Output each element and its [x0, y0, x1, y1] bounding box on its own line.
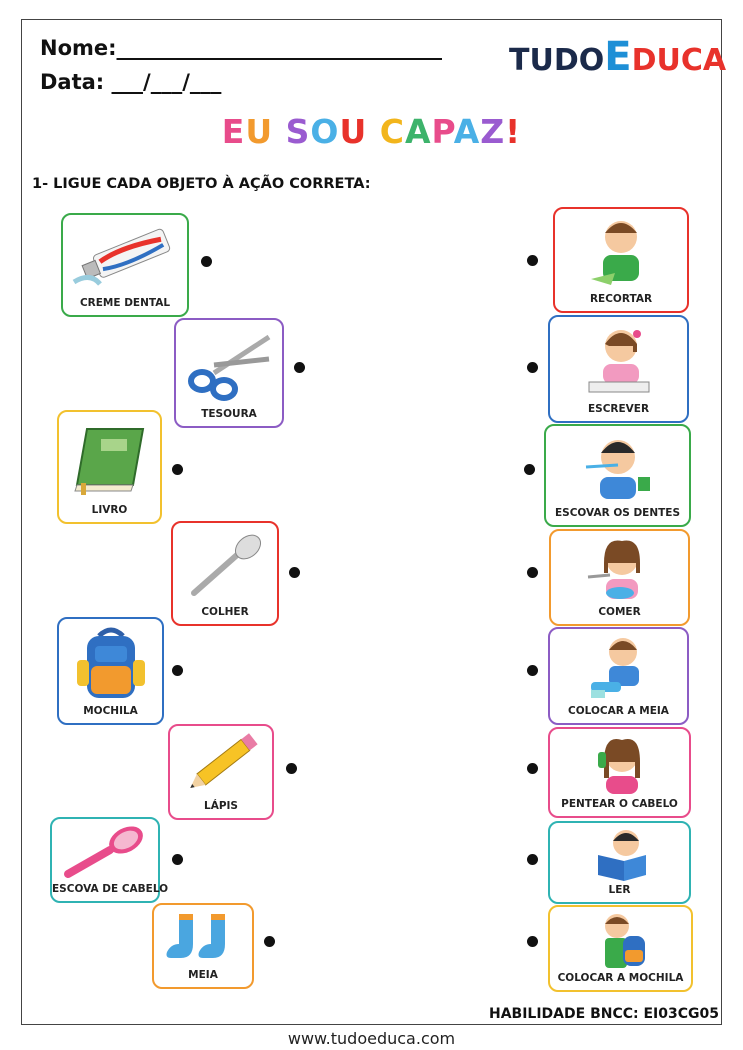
- title-letter: [367, 112, 380, 151]
- title-letter: A: [404, 112, 432, 151]
- title-letter: U: [245, 112, 274, 151]
- child-eating-icon: [551, 537, 688, 602]
- title-letter: S: [285, 112, 311, 151]
- card-label: ESCOVAR OS DENTES: [554, 507, 681, 519]
- card-label: LER: [608, 884, 631, 896]
- title-letter: P: [431, 112, 454, 151]
- book-icon: [59, 418, 160, 500]
- title-letter: O: [310, 112, 340, 151]
- bncc-skill-code: HABILIDADE BNCC: EI03CG05: [489, 1006, 719, 1022]
- pencil-icon: [170, 732, 272, 796]
- child-cutting-icon: [555, 215, 687, 289]
- card-label: TESOURA: [201, 408, 257, 420]
- title-letter: Z: [480, 112, 506, 151]
- name-line[interactable]: Nome:_______________________________: [40, 36, 443, 60]
- title-letter: !: [505, 112, 522, 151]
- dot-object-4[interactable]: [289, 567, 300, 578]
- dot-object-2[interactable]: [294, 362, 305, 373]
- dot-action-3[interactable]: [524, 464, 535, 475]
- card-label: CREME DENTAL: [79, 297, 171, 309]
- title-letter: E: [221, 112, 246, 151]
- website-link[interactable]: www.tudoeduca.com: [287, 1029, 456, 1048]
- child-backpack-icon: [550, 913, 691, 968]
- worksheet-title: [0, 112, 743, 151]
- dot-object-3[interactable]: [172, 464, 183, 475]
- dot-action-7[interactable]: [527, 854, 538, 865]
- child-brushing-teeth-icon: [546, 432, 689, 503]
- socks-icon: [154, 911, 252, 965]
- card-label: COLOCAR A MOCHILA: [557, 972, 684, 984]
- hairbrush-icon: [52, 825, 158, 879]
- card-object-hairbrush[interactable]: [50, 817, 169, 903]
- title-letter: A: [453, 112, 481, 151]
- card-label: PENTEAR O CABELO: [561, 798, 678, 810]
- spoon-icon: [173, 529, 277, 602]
- card-action-cutting[interactable]: [553, 207, 689, 313]
- card-action-reading[interactable]: [548, 821, 691, 904]
- title-letter: C: [379, 112, 405, 151]
- card-label: RECORTAR: [589, 293, 653, 305]
- dot-object-6[interactable]: [286, 763, 297, 774]
- card-action-writing[interactable]: [548, 315, 689, 423]
- dot-action-6[interactable]: [527, 763, 538, 774]
- card-label: COLHER: [201, 606, 249, 618]
- dot-action-5[interactable]: [527, 665, 538, 676]
- card-object-socks[interactable]: [152, 903, 254, 989]
- card-object-pencil[interactable]: [168, 724, 274, 820]
- card-label: COMER: [598, 606, 641, 618]
- title-letter: U: [339, 112, 368, 151]
- dot-action-4[interactable]: [527, 567, 538, 578]
- child-sock-icon: [550, 635, 687, 701]
- dot-object-1[interactable]: [201, 256, 212, 267]
- dot-action-1[interactable]: [527, 255, 538, 266]
- card-label: ESCREVER: [587, 403, 650, 415]
- backpack-icon: [59, 625, 162, 701]
- child-writing-icon: [550, 323, 687, 399]
- child-reading-icon: [550, 829, 689, 880]
- card-label: LIVRO: [91, 504, 128, 516]
- card-action-sock[interactable]: [548, 627, 689, 725]
- card-action-brushing-teeth[interactable]: [544, 424, 691, 527]
- question-text: 1- LIGUE CADA OBJETO À AÇÃO CORRETA:: [32, 176, 371, 192]
- card-label: MEIA: [188, 969, 218, 981]
- logo: TUDOEDUCA: [509, 34, 727, 80]
- dot-action-2[interactable]: [527, 362, 538, 373]
- card-label: ESCOVA DE CABELO: [52, 883, 169, 895]
- card-action-backpack[interactable]: [548, 905, 693, 992]
- child-combing-icon: [550, 735, 689, 794]
- card-object-book[interactable]: [57, 410, 162, 524]
- dot-action-8[interactable]: [527, 936, 538, 947]
- toothpaste-icon: [63, 221, 187, 293]
- card-label: COLOCAR A MEIA: [568, 705, 669, 717]
- card-action-eating[interactable]: [549, 529, 690, 626]
- card-object-scissors[interactable]: [174, 318, 284, 428]
- card-object-toothpaste[interactable]: [61, 213, 189, 317]
- card-object-backpack[interactable]: [57, 617, 164, 725]
- card-label: LÁPIS: [204, 800, 238, 812]
- scissors-icon: [176, 326, 282, 404]
- date-line[interactable]: Data: ___/___/___: [40, 70, 222, 94]
- title-letter: [273, 112, 286, 151]
- card-action-combing[interactable]: [548, 727, 691, 818]
- card-label: MOCHILA: [83, 705, 138, 717]
- dot-object-5[interactable]: [172, 665, 183, 676]
- card-object-spoon[interactable]: [171, 521, 279, 626]
- dot-object-7[interactable]: [172, 854, 183, 865]
- dot-object-8[interactable]: [264, 936, 275, 947]
